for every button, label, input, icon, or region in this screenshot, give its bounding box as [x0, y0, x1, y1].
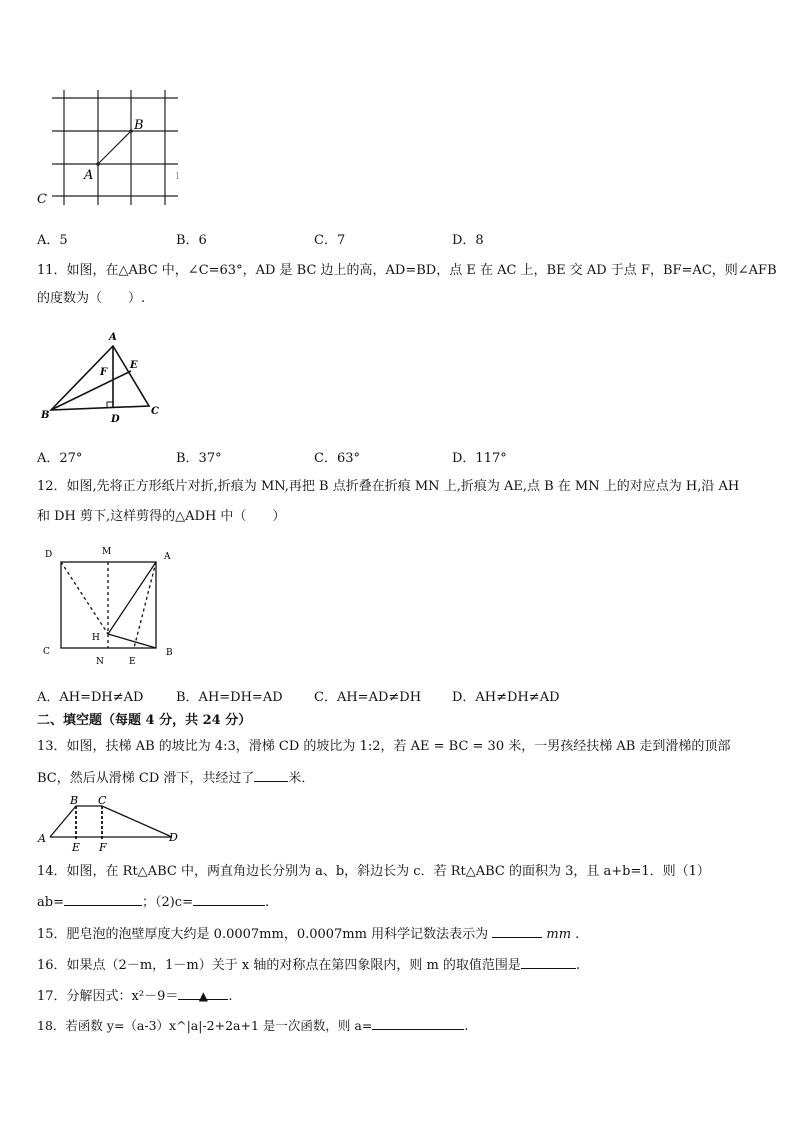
q16-answer-blank[interactable] — [521, 956, 576, 969]
q12-option-a[interactable]: A．AH=DH≠AD — [37, 690, 144, 705]
fig13-label-c: C — [98, 794, 107, 807]
q14-ab-answer-blank[interactable] — [64, 893, 142, 906]
q16-question: 16．如果点（2－m，1－m）关于 x 轴的对称点在第四象限内，则 m 的取值范围是 — [37, 958, 521, 973]
fig12-label-h: H — [92, 633, 100, 643]
fig13-label-a: A — [38, 832, 46, 845]
fig11-label-c: C — [151, 406, 159, 417]
q13-text-line2b: 米． — [288, 771, 315, 786]
fig12-label-e: E — [129, 657, 136, 667]
q12-option-b[interactable]: B．AH=DH=AD — [176, 690, 283, 705]
fig11-label-f: F — [100, 367, 108, 378]
fig12-label-m: M — [102, 547, 112, 557]
fig10-label-i: l — [176, 172, 179, 182]
q17-answer-blank[interactable] — [178, 987, 228, 1003]
q10-option-d[interactable]: D．8 — [452, 233, 484, 248]
q14-part2-label: ；（2)c= — [141, 895, 193, 910]
fig11-label-e: E — [130, 360, 138, 371]
q14-end: . — [265, 895, 270, 910]
q11-option-c[interactable]: C．63° — [314, 451, 360, 466]
fig13-label-e: E — [72, 841, 81, 854]
q14-part1-label: ab= — [37, 895, 64, 910]
q11-option-b[interactable]: B．37° — [176, 451, 222, 466]
q11-text-line1: 11．如图，在△ABC 中，∠C=63°，AD 是 BC 边上的高，AD=BD，点 E 在 AC 上，BE 交 AD 于点 F，BF=AC，则∠AFB — [37, 263, 777, 278]
q15-text — [37, 925, 579, 944]
fig10-label-a: A — [84, 168, 94, 183]
figure-q11-triangle — [35, 328, 170, 428]
q11-text-line2: 的度数为（ ）. — [37, 291, 146, 306]
fig12-label-a: A — [164, 552, 171, 562]
q14-c-answer-blank[interactable] — [193, 893, 265, 906]
fig12-label-b: B — [166, 648, 173, 658]
q18-end: . — [464, 1019, 469, 1034]
q17-question: 17．分解因式：x²－9＝ — [37, 989, 179, 1004]
q14-text-line1: 14．如图，在 Rt△ABC 中，两直角边长分别为 a、b，斜边长为 c．若 Rt△ABC 的面积为 3，且 a+b=1．则（1） — [37, 864, 710, 879]
q10-option-c[interactable]: C．7 — [314, 233, 346, 248]
q11-option-a[interactable]: A．27° — [37, 451, 83, 466]
triangle-icon: ▲ — [198, 989, 208, 1003]
q16-end: . — [575, 958, 581, 973]
fig10-label-c: C — [37, 192, 47, 207]
q11-option-d[interactable]: D．117° — [452, 451, 507, 466]
fig11-label-a: A — [109, 332, 117, 343]
fig13-label-b: B — [70, 794, 79, 807]
figure-q13-slide — [36, 794, 186, 854]
fig11-label-b: B — [41, 410, 50, 421]
q12-text-line2: 和 DH 剪下,这样剪得的△ADH 中（ ） — [37, 509, 286, 524]
fig13-label-d: D — [169, 831, 178, 844]
q13-text-line2 — [37, 769, 314, 788]
q17-text — [37, 987, 233, 1006]
fig10-label-b: B — [134, 118, 144, 133]
fig11-label-d: D — [111, 414, 120, 425]
q13-text-line1: 13．如图，扶梯 AB 的坡比为 4:3，滑梯 CD 的坡比为 1:2，若 AE = BC = 30 米，一男孩经扶梯 AB 走到滑梯的顶部 — [37, 739, 731, 754]
q15-answer-blank[interactable] — [492, 925, 542, 938]
q15-question: 15．肥皂泡的泡壁厚度大约是 0.0007mm，0.0007mm 用科学记数法表示为 — [37, 927, 489, 942]
fig12-label-n: N — [96, 657, 104, 667]
q13-text-line2a: BC，然后从滑梯 CD 滑下，共经过了 — [37, 771, 255, 786]
fig13-label-f: F — [99, 841, 107, 854]
q12-option-c[interactable]: C．AH=AD≠DH — [314, 690, 422, 705]
figure-q12-square — [38, 542, 183, 670]
fig12-label-c: C — [43, 647, 50, 657]
q17-end: . — [228, 989, 233, 1004]
q12-option-d[interactable]: D．AH≠DH≠AD — [452, 690, 560, 705]
fig12-label-d: D — [45, 550, 53, 560]
q10-option-a[interactable]: A．5 — [37, 233, 68, 248]
q10-option-b[interactable]: B．6 — [176, 233, 207, 248]
figure-q10-grid — [30, 85, 190, 215]
q12-text-line1: 12．如图,先将正方形纸片对折,折痕为 MN,再把 B 点折叠在折痕 MN 上,折痕为 AE,点 B 在 MN 上的对应点为 H,沿 AH — [37, 479, 740, 494]
q18-text — [37, 1017, 468, 1036]
q15-unit: mm . — [546, 927, 580, 942]
section-heading-fill-in: 二、填空题（每题 4 分，共 24 分） — [37, 713, 252, 728]
q14-text-line2 — [37, 893, 269, 912]
q13-answer-blank[interactable] — [254, 769, 288, 782]
q18-question: 18．若函数 y=（a-3）x^|a|-2+2a+1 是一次函数，则 a= — [37, 1018, 373, 1033]
q16-text — [37, 956, 580, 975]
q18-answer-blank[interactable] — [372, 1017, 464, 1030]
